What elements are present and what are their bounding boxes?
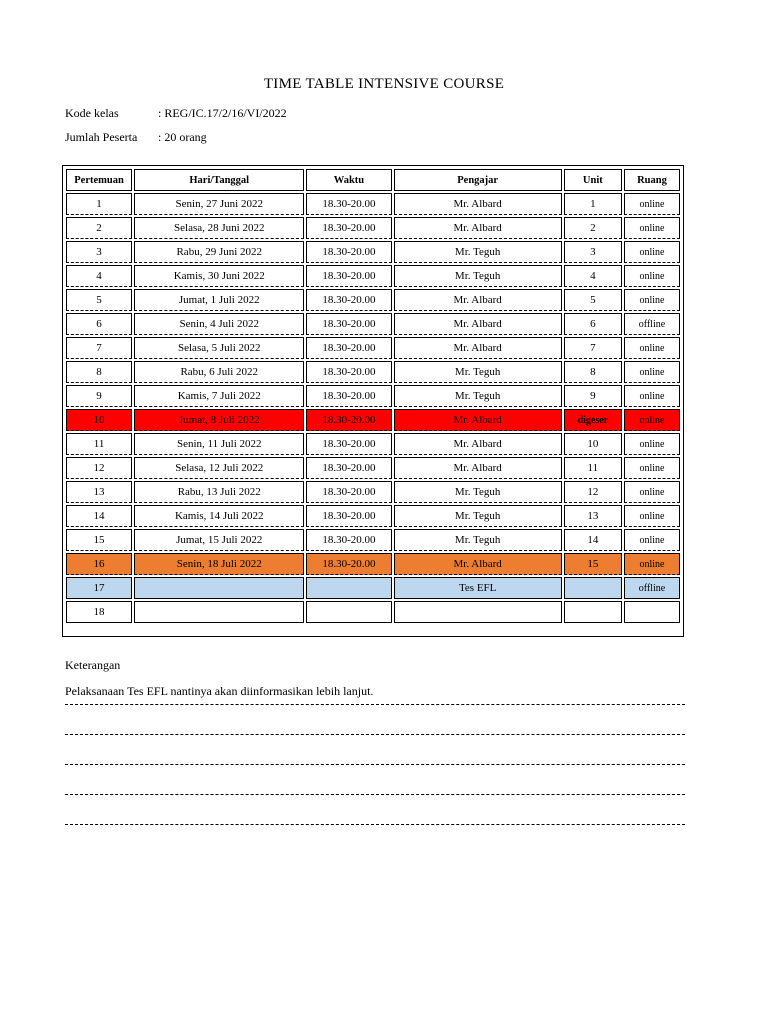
cell-waktu: 18.30-20.00 bbox=[306, 505, 391, 527]
cell-pengajar: Mr. Teguh bbox=[394, 385, 562, 407]
cell-unit: 1 bbox=[564, 193, 622, 215]
cell-no: 17 bbox=[66, 577, 132, 599]
cell-waktu: 18.30-20.00 bbox=[306, 217, 391, 239]
cell-pengajar: Mr. Albard bbox=[394, 217, 562, 239]
table-row bbox=[66, 481, 680, 503]
cell-no: 16 bbox=[66, 553, 132, 575]
cell-no: 10 bbox=[66, 409, 132, 431]
cell-no: 7 bbox=[66, 337, 132, 359]
table-header-row bbox=[66, 169, 680, 191]
timetable-table bbox=[64, 167, 682, 625]
cell-unit: 6 bbox=[564, 313, 622, 335]
cell-hari: Senin, 4 Juli 2022 bbox=[134, 313, 304, 335]
cell-pengajar: Mr. Albard bbox=[394, 433, 562, 455]
cell-hari bbox=[134, 601, 304, 623]
cell-pengajar: Mr. Teguh bbox=[394, 505, 562, 527]
cell-hari: Senin, 27 Juni 2022 bbox=[134, 193, 304, 215]
cell-unit: 15 bbox=[564, 553, 622, 575]
cell-unit: 7 bbox=[564, 337, 622, 359]
cell-waktu: 18.30-20.00 bbox=[306, 313, 391, 335]
table-row bbox=[66, 265, 680, 287]
table-body bbox=[66, 193, 680, 623]
cell-ruang: online bbox=[624, 433, 680, 455]
cell-pengajar: Mr. Albard bbox=[394, 409, 562, 431]
cell-pengajar: Mr. Teguh bbox=[394, 529, 562, 551]
cell-no: 2 bbox=[66, 217, 132, 239]
table-row bbox=[66, 433, 680, 455]
cell-hari: Rabu, 29 Juni 2022 bbox=[134, 241, 304, 263]
blank-line bbox=[65, 704, 685, 705]
keterangan-label: Keterangan bbox=[65, 658, 121, 672]
cell-waktu: 18.30-20.00 bbox=[306, 529, 391, 551]
cell-unit bbox=[564, 577, 622, 599]
cell-ruang: online bbox=[624, 217, 680, 239]
table-row bbox=[66, 361, 680, 383]
cell-no: 14 bbox=[66, 505, 132, 527]
table-row bbox=[66, 217, 680, 239]
cell-ruang: online bbox=[624, 337, 680, 359]
jumlah-peserta-value: : 20 orang bbox=[158, 130, 207, 144]
cell-hari: Jumat, 8 Juli 2022 bbox=[134, 409, 304, 431]
cell-ruang: offline bbox=[624, 313, 680, 335]
table-row bbox=[66, 409, 680, 431]
cell-no: 5 bbox=[66, 289, 132, 311]
keterangan-text: Pelaksanaan Tes EFL nantinya akan diinformasikan lebih lanjut. bbox=[65, 684, 374, 698]
cell-pengajar: Mr. Teguh bbox=[394, 241, 562, 263]
cell-unit: 11 bbox=[564, 457, 622, 479]
table-row bbox=[66, 313, 680, 335]
cell-no: 15 bbox=[66, 529, 132, 551]
cell-waktu bbox=[306, 601, 391, 623]
cell-unit: 3 bbox=[564, 241, 622, 263]
cell-ruang: online bbox=[624, 361, 680, 383]
cell-pengajar: Mr. Teguh bbox=[394, 361, 562, 383]
cell-ruang: online bbox=[624, 457, 680, 479]
cell-no: 13 bbox=[66, 481, 132, 503]
cell-no: 1 bbox=[66, 193, 132, 215]
cell-waktu: 18.30-20.00 bbox=[306, 409, 391, 431]
timetable bbox=[62, 165, 684, 637]
cell-unit: 13 bbox=[564, 505, 622, 527]
cell-ruang: online bbox=[624, 553, 680, 575]
cell-hari: Jumat, 15 Juli 2022 bbox=[134, 529, 304, 551]
cell-ruang: online bbox=[624, 385, 680, 407]
cell-ruang: online bbox=[624, 409, 680, 431]
header-hari: Hari/Tanggal bbox=[134, 169, 304, 191]
cell-waktu: 18.30-20.00 bbox=[306, 265, 391, 287]
table-row bbox=[66, 457, 680, 479]
header-waktu: Waktu bbox=[306, 169, 391, 191]
blank-line bbox=[65, 734, 685, 735]
cell-hari: Kamis, 14 Juli 2022 bbox=[134, 505, 304, 527]
jumlah-peserta-line bbox=[65, 130, 207, 145]
cell-waktu: 18.30-20.00 bbox=[306, 481, 391, 503]
table-row bbox=[66, 505, 680, 527]
cell-hari: Kamis, 7 Juli 2022 bbox=[134, 385, 304, 407]
cell-pengajar: Mr. Teguh bbox=[394, 265, 562, 287]
cell-waktu: 18.30-20.00 bbox=[306, 361, 391, 383]
cell-ruang: offline bbox=[624, 577, 680, 599]
table-row bbox=[66, 385, 680, 407]
cell-unit bbox=[564, 601, 622, 623]
cell-pengajar: Mr. Albard bbox=[394, 289, 562, 311]
cell-pengajar: Mr. Albard bbox=[394, 553, 562, 575]
cell-waktu: 18.30-20.00 bbox=[306, 337, 391, 359]
cell-no: 8 bbox=[66, 361, 132, 383]
cell-hari: Jumat, 1 Juli 2022 bbox=[134, 289, 304, 311]
cell-hari: Kamis, 30 Juni 2022 bbox=[134, 265, 304, 287]
table-row bbox=[66, 529, 680, 551]
cell-unit: 4 bbox=[564, 265, 622, 287]
cell-unit: 9 bbox=[564, 385, 622, 407]
kode-kelas-value: : REG/IC.17/2/16/VI/2022 bbox=[158, 106, 287, 120]
cell-unit: 10 bbox=[564, 433, 622, 455]
cell-hari bbox=[134, 577, 304, 599]
blank-line bbox=[65, 824, 685, 825]
cell-waktu: 18.30-20.00 bbox=[306, 289, 391, 311]
cell-unit: 14 bbox=[564, 529, 622, 551]
cell-no: 3 bbox=[66, 241, 132, 263]
header-ruang: Ruang bbox=[624, 169, 680, 191]
cell-no: 12 bbox=[66, 457, 132, 479]
header-unit: Unit bbox=[564, 169, 622, 191]
cell-hari: Rabu, 6 Juli 2022 bbox=[134, 361, 304, 383]
cell-waktu bbox=[306, 577, 391, 599]
cell-hari: Selasa, 28 Juni 2022 bbox=[134, 217, 304, 239]
cell-no: 18 bbox=[66, 601, 132, 623]
cell-ruang: online bbox=[624, 241, 680, 263]
cell-hari: Selasa, 12 Juli 2022 bbox=[134, 457, 304, 479]
cell-unit: 5 bbox=[564, 289, 622, 311]
table-row bbox=[66, 577, 680, 599]
kode-kelas-line bbox=[65, 106, 287, 121]
cell-ruang: online bbox=[624, 265, 680, 287]
cell-waktu: 18.30-20.00 bbox=[306, 457, 391, 479]
cell-waktu: 18.30-20.00 bbox=[306, 553, 391, 575]
cell-ruang: online bbox=[624, 481, 680, 503]
cell-pengajar: Mr. Albard bbox=[394, 457, 562, 479]
cell-no: 9 bbox=[66, 385, 132, 407]
cell-pengajar: Mr. Albard bbox=[394, 337, 562, 359]
blank-line bbox=[65, 794, 685, 795]
table-row bbox=[66, 601, 680, 623]
cell-unit: digeser bbox=[564, 409, 622, 431]
cell-hari: Selasa, 5 Juli 2022 bbox=[134, 337, 304, 359]
cell-hari: Senin, 11 Juli 2022 bbox=[134, 433, 304, 455]
cell-waktu: 18.30-20.00 bbox=[306, 193, 391, 215]
cell-ruang: online bbox=[624, 289, 680, 311]
cell-ruang: online bbox=[624, 193, 680, 215]
table-row bbox=[66, 289, 680, 311]
cell-waktu: 18.30-20.00 bbox=[306, 385, 391, 407]
table-row bbox=[66, 553, 680, 575]
header-pertemuan: Pertemuan bbox=[66, 169, 132, 191]
cell-waktu: 18.30-20.00 bbox=[306, 241, 391, 263]
cell-hari: Rabu, 13 Juli 2022 bbox=[134, 481, 304, 503]
cell-no: 11 bbox=[66, 433, 132, 455]
jumlah-peserta-label: Jumlah Peserta bbox=[65, 130, 138, 144]
cell-ruang: online bbox=[624, 505, 680, 527]
cell-waktu: 18.30-20.00 bbox=[306, 433, 391, 455]
page-title: TIME TABLE INTENSIVE COURSE bbox=[263, 76, 505, 92]
cell-ruang: online bbox=[624, 529, 680, 551]
table-row bbox=[66, 241, 680, 263]
cell-hari: Senin, 18 Juli 2022 bbox=[134, 553, 304, 575]
cell-unit: 12 bbox=[564, 481, 622, 503]
cell-unit: 2 bbox=[564, 217, 622, 239]
cell-pengajar: Mr. Teguh bbox=[394, 481, 562, 503]
header-pengajar: Pengajar bbox=[394, 169, 562, 191]
kode-kelas-label: Kode kelas bbox=[65, 106, 119, 120]
blank-line bbox=[65, 764, 685, 765]
cell-ruang bbox=[624, 601, 680, 623]
table-row bbox=[66, 193, 680, 215]
cell-pengajar bbox=[394, 601, 562, 623]
cell-pengajar: Tes EFL bbox=[394, 577, 562, 599]
cell-no: 6 bbox=[66, 313, 132, 335]
cell-pengajar: Mr. Albard bbox=[394, 313, 562, 335]
table-row bbox=[66, 337, 680, 359]
cell-unit: 8 bbox=[564, 361, 622, 383]
cell-pengajar: Mr. Albard bbox=[394, 193, 562, 215]
cell-no: 4 bbox=[66, 265, 132, 287]
